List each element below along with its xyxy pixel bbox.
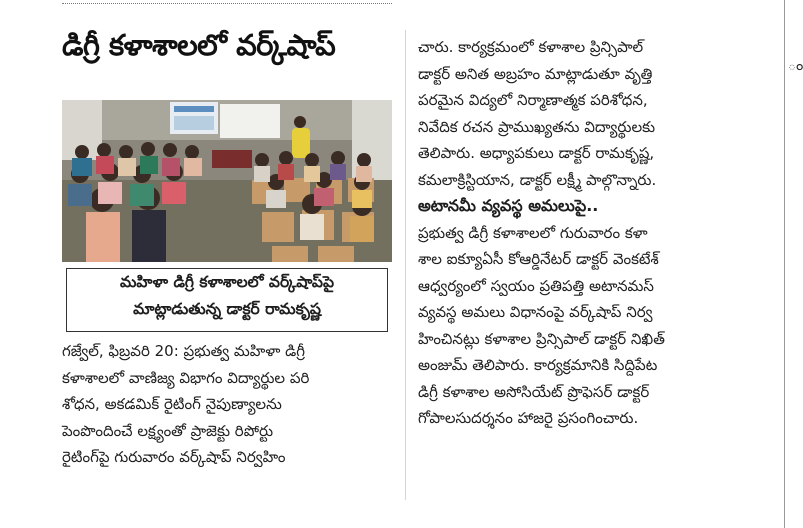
body-line: ఆధ్వర్యంలో స్వయం ప్రతిపత్తి అటానమస్ <box>418 276 654 295</box>
article-body-left-column <box>62 338 396 471</box>
body-line: కళాశాలలో వాణిజ్య విభాగం విద్యార్థుల పరి <box>62 368 310 387</box>
body-line: గజ్వేల్, ఫిబ్రవరి 20: ప్రభుత్వ మహిళా డిగ్రీ <box>62 342 305 360</box>
body-line: కమలాక్రిస్టియాన, డాక్టర్ లక్ష్మీ పాల్గొన్నారు. <box>418 170 657 189</box>
body-line: నివేదిక రచన ప్రాముఖ్యతను విద్యార్థులకు <box>418 117 656 136</box>
article-headline: డిగ్రీ కళాశాలలో వర్క్‌షాప్ <box>62 28 336 62</box>
body-line: రైటింగ్‌పై గురువారం వర్క్‌షాప్ నిర్వహిం <box>62 448 286 466</box>
body-line: పరమైన విద్యలో నిర్మాణాత్మక పరిశోధన, <box>418 91 648 109</box>
body-line: అంజుమ్ తెలిపారు. కార్యక్రమానికి సిద్దిపేట <box>418 356 658 374</box>
body-line: డిగ్రీ కళాశాల అసోసియేట్ ప్రొఫెసర్ డాక్టర్ <box>418 382 650 401</box>
body-line: వ్యవస్థ అమలు విధానంపై వర్క్‌షాప్ నిర్వ <box>418 303 653 321</box>
body-line: పెంపొందించే లక్ష్యంతో ప్రాజెక్టు రిపోర్టు <box>62 421 274 440</box>
adjacent-article-fragment: ం <box>788 58 803 74</box>
body-line: డాక్టర్ అనిత అబ్రహం మాట్లాడుతూ వృత్తి <box>418 64 653 83</box>
adjacent-article-rule <box>784 0 785 528</box>
caption-line: మాట్లాడుతున్న డాక్టర్ రామకృష్ణ <box>133 300 321 318</box>
body-line: ప్రభుత్వ డిగ్రీ కళాశాలలో గురువారం కళా <box>418 223 648 242</box>
section-subheading: అటానమీ వ్యవస్థ అమలుపై.. <box>418 196 599 215</box>
body-line: శాల ఐక్యూఏసీ కోఆర్డినేటర్ డాక్టర్ వెంకటేశ్ <box>418 250 659 268</box>
body-line: గోపాలసుదర్శనం హాజరై ప్రసంగించారు. <box>418 409 639 427</box>
body-line: చారు. కార్యక్రమంలో కళాశాల ప్రిన్సిపాల్ <box>418 38 644 56</box>
workshop-classroom-photo <box>62 100 392 262</box>
body-line: శోధన, అకడమిక్ రైటింగ్ నైపుణ్యాలను <box>62 395 282 413</box>
top-rule <box>62 3 392 4</box>
article-photo <box>62 100 392 262</box>
column-divider <box>405 30 406 500</box>
article-body-right-column <box>418 34 756 432</box>
body-line: తెలిపారు. అధ్యాపకులు డాక్టర్ రామకృష్ణ, <box>418 144 655 162</box>
body-line: హించినట్లు కళాశాల ప్రిన్సిపాల్ డాక్టర్ నిఖిత్ <box>418 329 665 348</box>
photo-caption <box>66 268 388 332</box>
adjacent-article-edge <box>775 0 800 528</box>
caption-line: మహిళా డిగ్రీ కళాశాలలో వర్క్‌షాప్‌పై <box>120 273 334 291</box>
